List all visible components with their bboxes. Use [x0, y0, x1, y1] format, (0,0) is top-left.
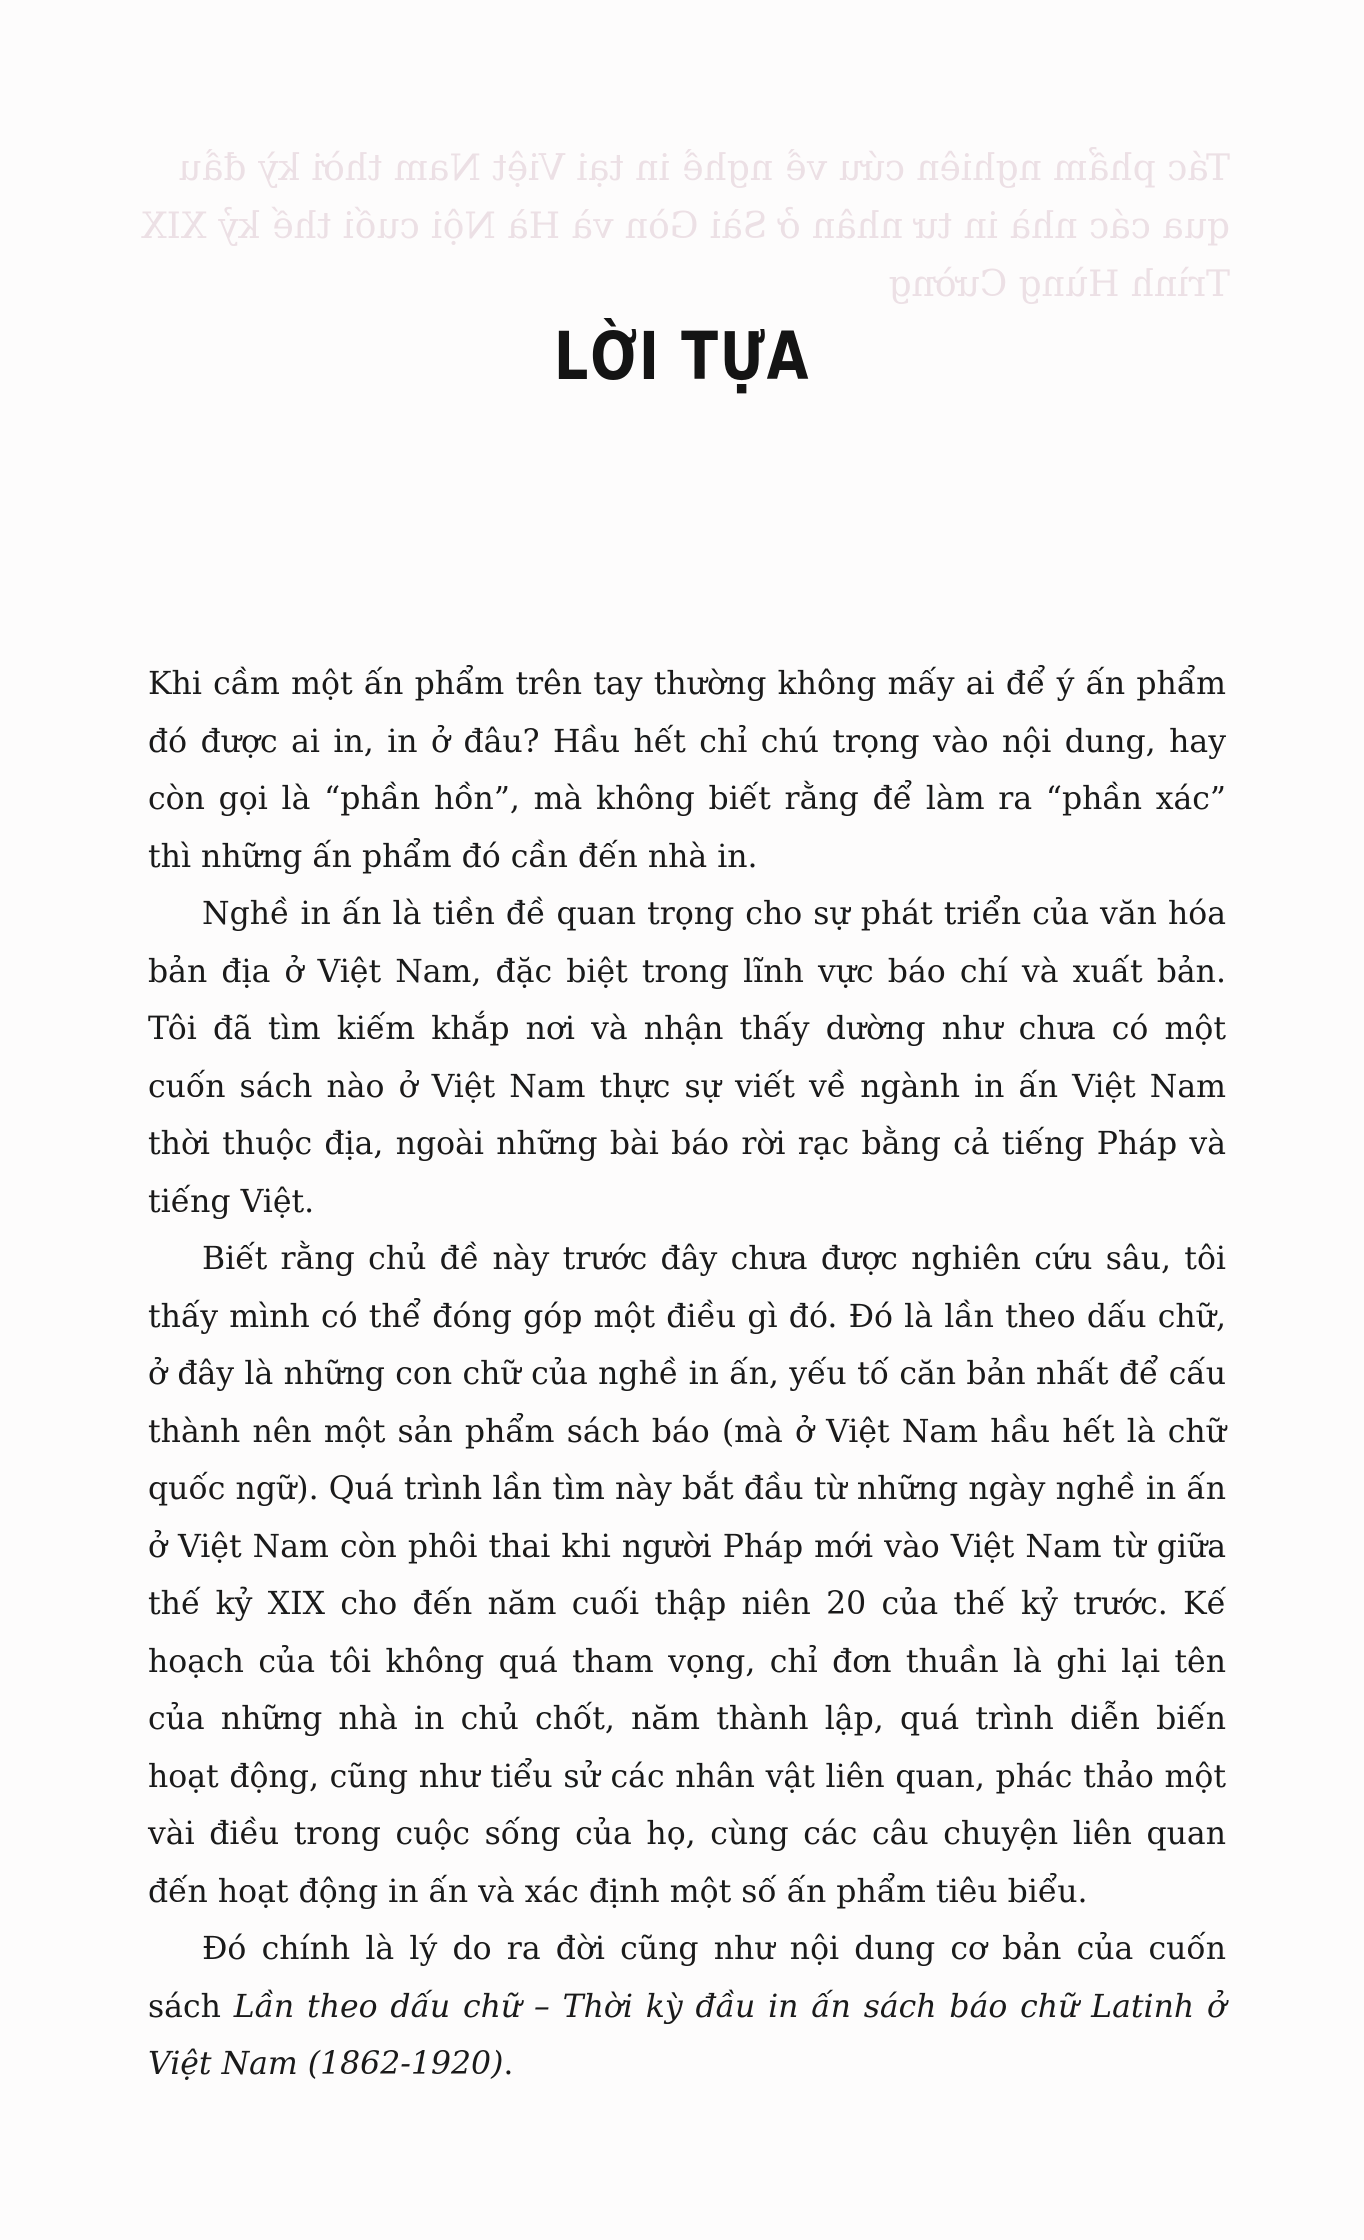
page-title: LỜI TỰA	[553, 318, 811, 395]
preface-body	[148, 656, 1226, 2094]
show-through-line: Tác phẩm nghiên cứu về nghề in tại Việt Nam thời kỳ đầu	[178, 148, 1230, 189]
paragraph-1: Khi cầm một ấn phẩm trên tay thường không mấy ai để ý ấn phẩm đó được ai in, in ở đâu? Hầu hết chỉ chú trọng vào nội dung, hay còn gọi là “phần hồn”, mà không biết rằng để làm ra “phần xác” thì những ấn phẩm đó cần đến nhà in.	[148, 666, 1226, 875]
book-title: Lần theo dấu chữ – Thời kỳ đầu in ấn sách báo chữ Latinh ở Việt Nam (1862-1920)	[148, 1988, 1226, 2082]
show-through-text	[141, 140, 1230, 314]
show-through-line: qua các nhà in tư nhân ở Sài Gòn và Hà Nội cuối thế kỷ XIX	[141, 206, 1230, 247]
paragraph-3: Biết rằng chủ đề này trước đây chưa được nghiên cứu sâu, tôi thấy mình có thể đóng góp một điều gì đó. Đó là lần theo dấu chữ, ở đây là những con chữ của nghề in ấn, yếu tố căn bản nhất để cấu thành nên một sản phẩm sách báo (mà ở Việt Nam hầu hết là chữ quốc ngữ). Quá trình lần tìm này bắt đầu từ những ngày nghề in ấn ở Việt Nam còn phôi thai khi người Pháp mới vào Việt Nam từ giữa thế kỷ XIX cho đến năm cuối thập niên 20 của thế kỷ trước. Kế hoạch của tôi không quá tham vọng, chỉ đơn thuần là ghi lại tên của những nhà in chủ chốt, năm thành lập, quá trình diễn biến hoạt động, cũng như tiểu sử các nhân vật liên quan, phác thảo một vài điều trong cuộc sống của họ, cùng các câu chuyện liên quan đến hoạt động in ấn và xác định một số ấn phẩm tiêu biểu.	[148, 1241, 1226, 1910]
paragraph-4-end: .	[503, 2046, 514, 2082]
paragraph-4	[148, 1921, 1226, 2094]
paragraph-2: Nghề in ấn là tiền đề quan trọng cho sự phát triển của văn hóa bản địa ở Việt Nam, đặc biệt trong lĩnh vực báo chí và xuất bản. Tôi đã tìm kiếm khắp nơi và nhận thấy dường như chưa có một cuốn sách nào ở Việt Nam thực sự viết về ngành in ấn Việt Nam thời thuộc địa, ngoài những bài báo rời rạc bằng cả tiếng Pháp và tiếng Việt.	[148, 896, 1226, 1220]
show-through-line: Trình Hùng Cường	[888, 264, 1230, 305]
paragraph-4-lead: Đó chính là lý do ra đời cũng như nội dung cơ bản của cuốn sách	[148, 1931, 1226, 2025]
